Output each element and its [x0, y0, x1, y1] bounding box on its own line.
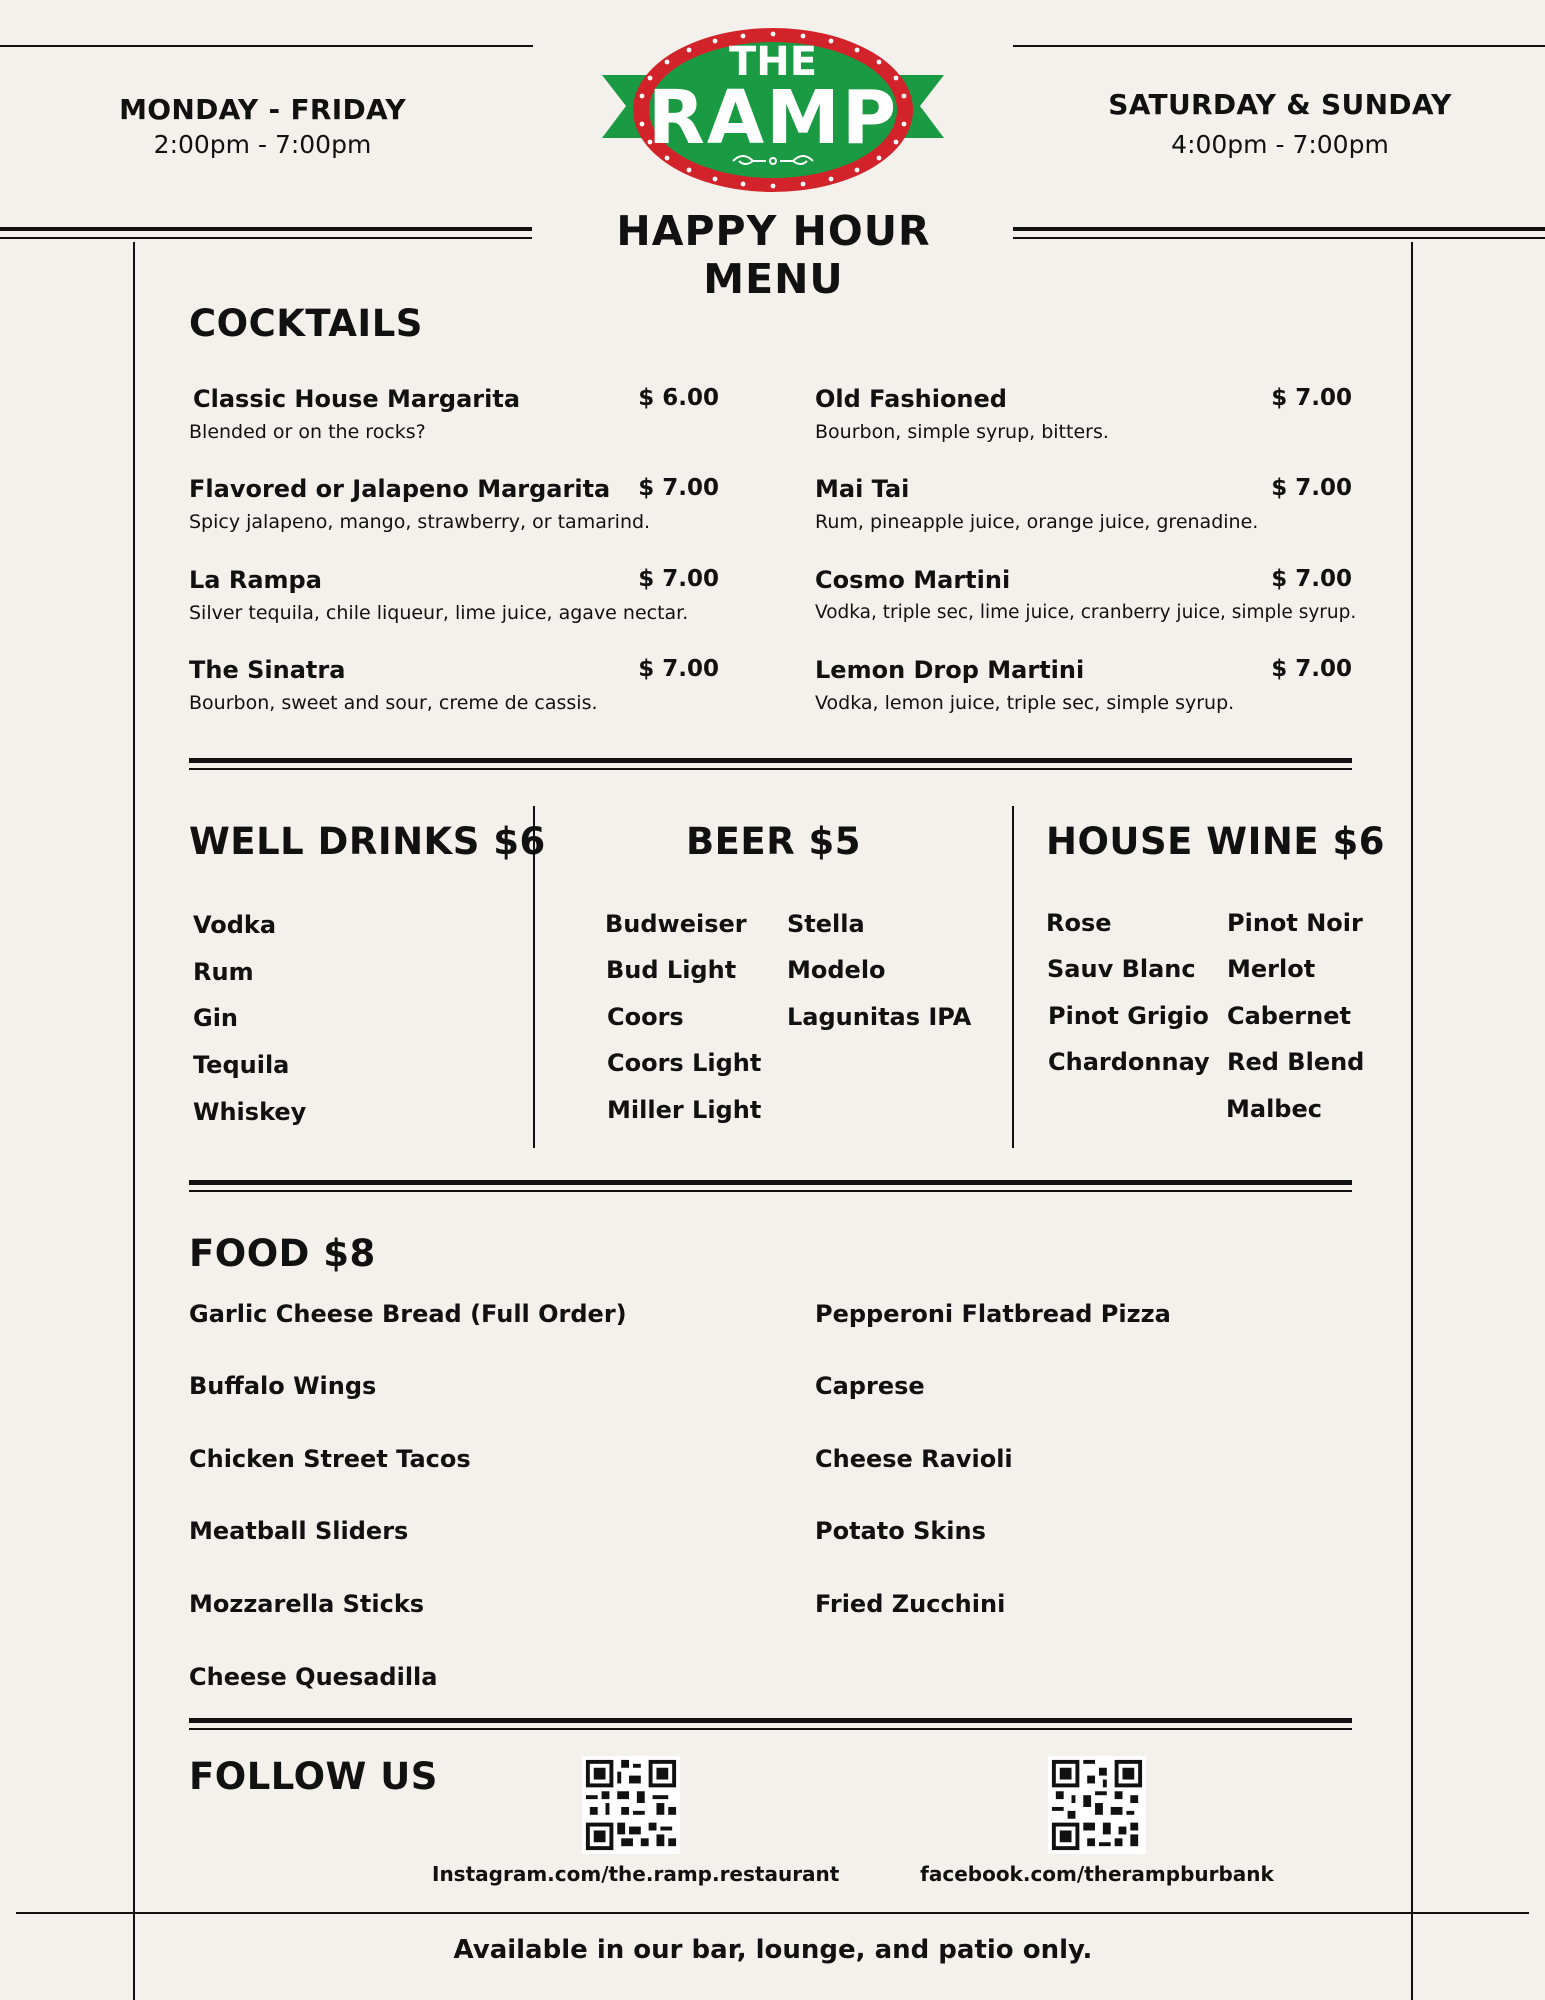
cocktail-desc: Silver tequila, chile liqueur, lime juice, agave nectar. [189, 602, 689, 624]
cocktails-title: COCKTAILS [189, 302, 423, 345]
well-item: Tequila [193, 1051, 290, 1079]
cocktail-desc: Bourbon, sweet and sour, creme de cassis. [189, 692, 598, 714]
food-item: Cheese Quesadilla [189, 1663, 438, 1691]
section-divider-thin [189, 1190, 1352, 1192]
wine-item: Pinot Grigio [1048, 1002, 1209, 1030]
beer-item: Lagunitas IPA [787, 1003, 972, 1031]
follow-us-title: FOLLOW US [189, 1755, 438, 1798]
cocktail-price: $ 7.00 [638, 566, 719, 592]
cocktail-name: Classic House Margarita [193, 385, 521, 413]
food-item: Pepperoni Flatbread Pizza [815, 1300, 1171, 1328]
cocktail-name: Old Fashioned [815, 385, 1007, 413]
beer-item: Bud Light [606, 956, 737, 984]
section-divider-thick [189, 1180, 1352, 1185]
well-drinks-title: WELL DRINKS $6 [189, 820, 546, 863]
wine-item: Rose [1046, 909, 1112, 937]
food-title: FOOD $8 [189, 1232, 376, 1275]
food-item: Potato Skins [815, 1517, 986, 1545]
wine-item: Sauv Blanc [1047, 955, 1196, 983]
column-divider-2 [1012, 806, 1014, 1148]
cocktail-desc: Blended or on the rocks? [189, 421, 426, 443]
logo-main-text: RAMP [647, 75, 899, 161]
beer-item: Coors [607, 1003, 684, 1031]
cocktail-price: $ 7.00 [1271, 385, 1352, 411]
footer-rule [16, 1912, 1529, 1914]
title-rule-right-thin [1013, 237, 1545, 239]
cocktail-price: $ 7.00 [638, 656, 719, 682]
food-item: Cheese Ravioli [815, 1445, 1013, 1473]
cocktail-price: $ 6.00 [638, 385, 719, 411]
wine-item: Cabernet [1227, 1002, 1351, 1030]
instagram-link[interactable]: Instagram.com/the.ramp.restaurant [432, 1862, 840, 1886]
beer-item: Modelo [787, 956, 886, 984]
beer-item: Budweiser [605, 910, 747, 938]
right-border [1411, 242, 1413, 2000]
well-item: Rum [193, 958, 254, 986]
qr-graphic [1048, 1756, 1146, 1854]
beer-title: BEER $5 [685, 820, 862, 863]
well-item: Vodka [193, 911, 277, 939]
cocktail-name: La Rampa [189, 566, 322, 594]
header-rule-top-left [0, 45, 533, 47]
cocktail-price: $ 7.00 [1271, 475, 1352, 501]
food-item: Chicken Street Tacos [189, 1445, 471, 1473]
logo-top-text: THE [728, 39, 818, 85]
food-item: Fried Zucchini [815, 1590, 1006, 1618]
cocktail-price: $ 7.00 [1271, 566, 1352, 592]
cocktail-desc: Rum, pineapple juice, orange juice, grenadine. [815, 511, 1259, 533]
cocktail-price: $ 7.00 [638, 475, 719, 501]
wine-item: Red Blend [1227, 1048, 1365, 1076]
facebook-link[interactable]: facebook.com/therampburbank [920, 1862, 1274, 1886]
weekday-time: 2:00pm - 7:00pm [153, 130, 372, 159]
food-item: Caprese [815, 1372, 925, 1400]
section-divider-thin [189, 1728, 1352, 1730]
cocktail-desc: Spicy jalapeno, mango, strawberry, or tamarind. [189, 511, 651, 533]
cocktail-name: The Sinatra [189, 656, 346, 684]
qr-graphic [582, 1756, 680, 1854]
cocktail-name: Flavored or Jalapeno Margarita [189, 475, 611, 503]
menu-title: HAPPY HOUR MENU [616, 207, 931, 303]
cocktail-name: Mai Tai [815, 475, 910, 503]
weekend-time: 4:00pm - 7:00pm [1171, 130, 1389, 159]
cocktail-price: $ 7.00 [1271, 656, 1352, 682]
cocktail-desc: Vodka, lemon juice, triple sec, simple syrup. [815, 692, 1235, 714]
beer-item: Miller Light [607, 1096, 762, 1124]
the-ramp-logo [598, 25, 948, 195]
left-border [133, 242, 135, 2000]
header-rule-top-right [1013, 45, 1545, 47]
wine-item: Merlot [1227, 955, 1316, 983]
title-rule-left-thick [0, 227, 532, 231]
wine-item: Pinot Noir [1227, 909, 1363, 937]
food-item: Meatball Sliders [189, 1517, 409, 1545]
food-item: Garlic Cheese Bread (Full Order) [189, 1300, 627, 1328]
beer-item: Coors Light [607, 1049, 762, 1077]
title-rule-left-thin [0, 237, 532, 239]
facebook-qr-code[interactable] [1048, 1756, 1146, 1854]
instagram-qr-code[interactable] [582, 1756, 680, 1854]
food-item: Buffalo Wings [189, 1372, 377, 1400]
wine-item: Chardonnay [1048, 1048, 1210, 1076]
logo-graphic [598, 25, 948, 195]
cocktail-desc: Vodka, triple sec, lime juice, cranberry juice, simple syrup. [815, 602, 1357, 623]
section-divider-thin [189, 768, 1352, 770]
well-item: Gin [193, 1004, 239, 1032]
cocktail-name: Cosmo Martini [815, 566, 1011, 594]
weekday-title: MONDAY - FRIDAY [119, 93, 406, 126]
section-divider-thick [189, 758, 1352, 763]
food-item: Mozzarella Sticks [189, 1590, 425, 1618]
section-divider-thick [189, 1718, 1352, 1723]
availability-note: Available in our bar, lounge, and patio only. [453, 1935, 1093, 1965]
beer-item: Stella [787, 910, 865, 938]
well-item: Whiskey [193, 1098, 307, 1126]
title-rule-right-thick [1013, 227, 1545, 231]
house-wine-title: HOUSE WINE $6 [1046, 820, 1385, 863]
cocktail-name: Lemon Drop Martini [815, 656, 1085, 684]
weekend-title: SATURDAY & SUNDAY [1108, 88, 1452, 121]
wine-item: Malbec [1226, 1095, 1322, 1123]
cocktail-desc: Bourbon, simple syrup, bitters. [815, 421, 1109, 443]
